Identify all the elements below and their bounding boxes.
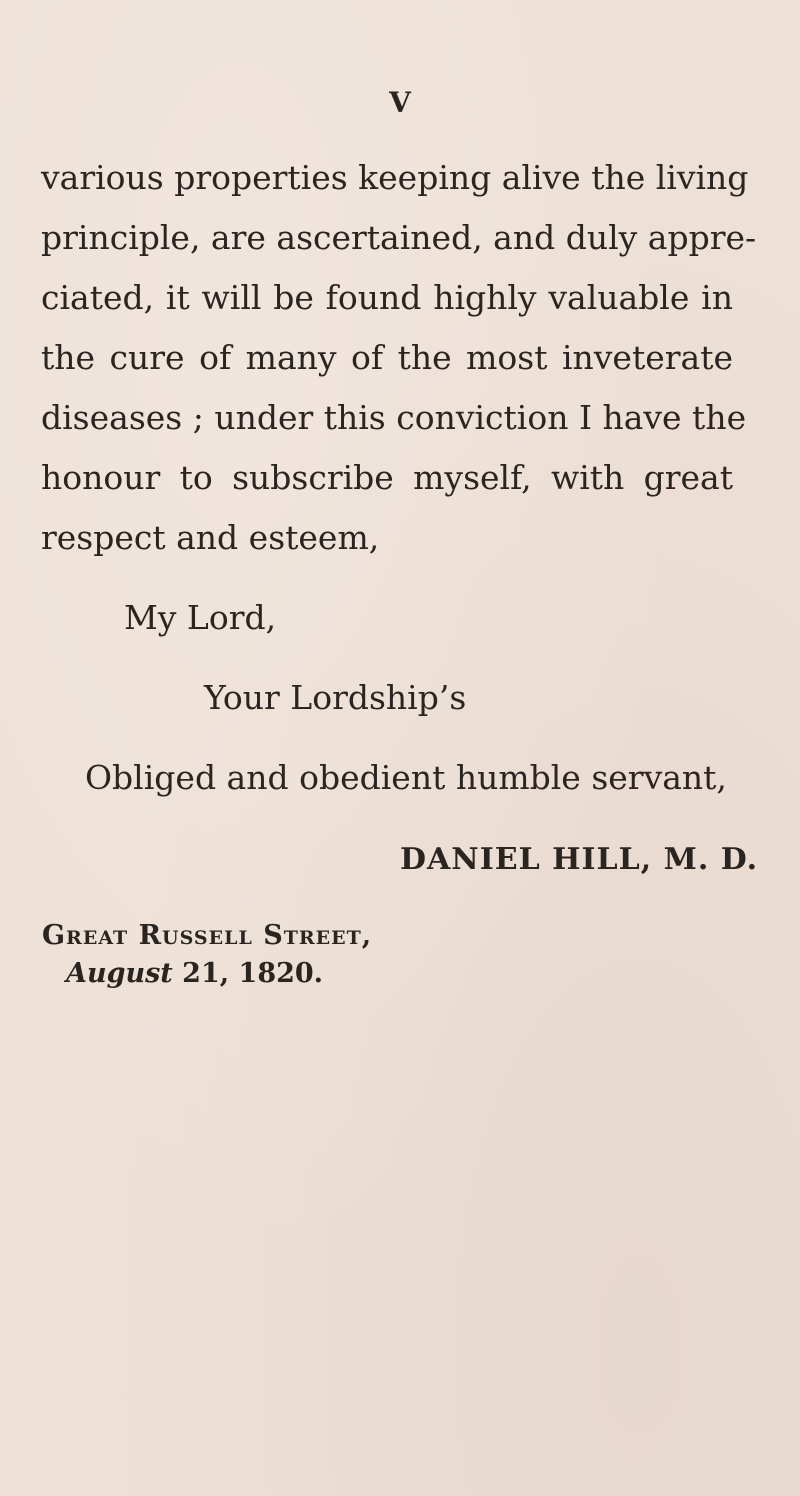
body-line: principle, are ascertained, and duly appre- bbox=[41, 218, 757, 257]
body-line: honour to subscribe myself, with great bbox=[41, 458, 733, 497]
signature: DANIEL HILL, M. D. bbox=[400, 842, 759, 877]
address: Great Russell Street, bbox=[42, 920, 373, 951]
page-number: V bbox=[389, 86, 411, 119]
closing-line-your-lordships: Your Lordship’s bbox=[204, 678, 467, 717]
date bbox=[66, 958, 323, 989]
closing-line-obliged-servant: Obliged and obedient humble servant, bbox=[85, 758, 727, 797]
salutation: My Lord, bbox=[124, 598, 277, 637]
body-line: the cure of many of the most inveterate bbox=[41, 338, 733, 377]
body-line: respect and esteem, bbox=[41, 518, 380, 557]
body-line: ciated, it will be found highly valuable in bbox=[41, 278, 733, 317]
date-day-year: 21, 1820. bbox=[172, 958, 324, 989]
body-line: diseases ; under this conviction I have the bbox=[41, 398, 747, 437]
body-line: various properties keeping alive the living bbox=[41, 158, 749, 197]
date-month: August bbox=[66, 958, 173, 989]
